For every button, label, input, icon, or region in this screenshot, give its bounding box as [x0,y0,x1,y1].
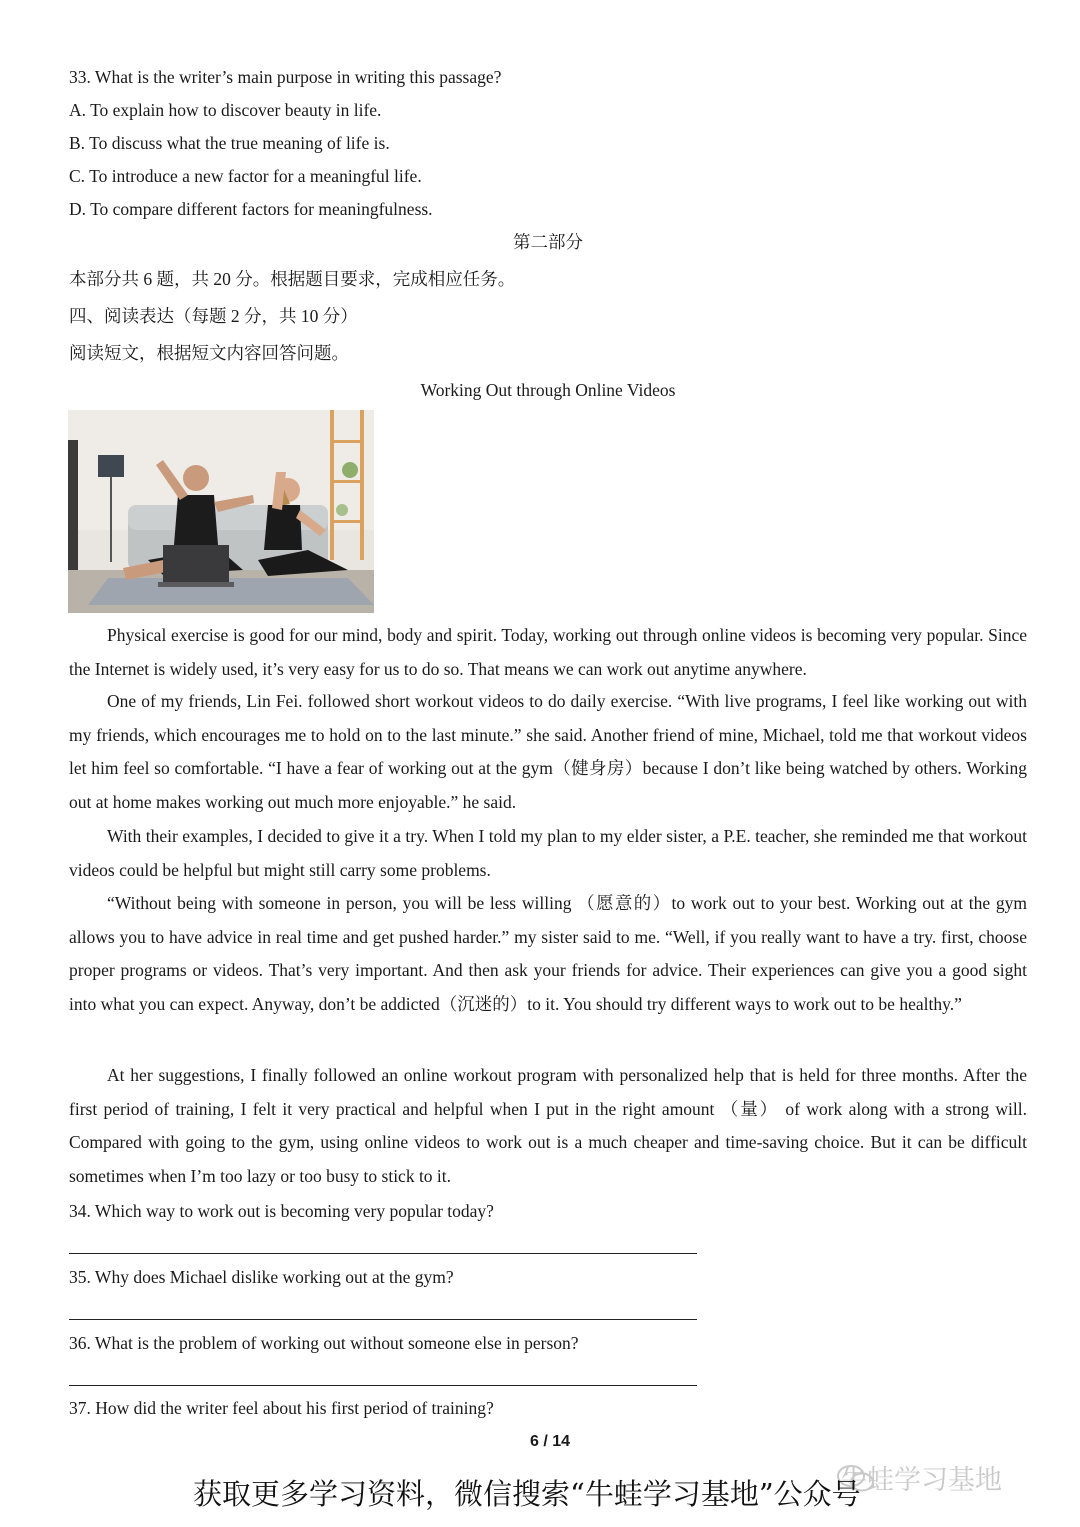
question-37: 37. How did the writer feel about his first period of training? [69,1398,494,1418]
passage-paragraph-1: Physical exercise is good for our mind, body and spirit. Today, working out through online videos is becoming very popular. Since the Internet is widely used, it’s very easy for us to do so. That means we can work out anytime anywhere. [69,625,1027,679]
workout-photo [68,410,374,613]
answer-line-36[interactable] [69,1385,697,1386]
section-title: 第二部分 [513,232,583,252]
passage-paragraph-4: “Without being with someone in person, you will be less willing （愿意的）to work out to your best. Working out at the gym allows you to have advice in real time and get pushed harder.” my sister said to me. “Well, if you really want to have a try. first, choose proper programs or videos. That’s very important. And then ask your friends for advice. Their experiences can give you a good sight into what you can expect. Anyway, don’t be addicted（沉迷的）to it. You should try different ways to work out to be healthy.” [69,893,1027,1014]
watermark-text: 牛蛙学习基地 [840,1465,1002,1496]
section-intro: 本部分共 6 题，共 20 分。根据题目要求，完成相应任务。 [69,269,516,289]
section-heading: 四、阅读表达（每题 2 分，共 10 分） [69,306,358,326]
section-instruction: 阅读短文，根据短文内容回答问题。 [69,343,349,363]
option-a: A. To explain how to discover beauty in life. [69,100,382,120]
option-c: C. To introduce a new factor for a meaningful life. [69,166,422,186]
answer-line-35[interactable] [69,1319,697,1320]
passage-paragraph-2: One of my friends, Lin Fei. followed short workout videos to do daily exercise. “With live programs, I feel like working out with my friends, which encourages me to hold on to the last minute.” she said. Another friend of mine, Michael, told me that workout videos let him feel so comfortable. “I have a fear of working out at the gym（健身房）because I don’t like being watched by others. Working out at home makes working out much more enjoyable.” he said. [69,691,1027,812]
question-34: 34. Which way to work out is becoming very popular today? [69,1201,494,1221]
question-36: 36. What is the problem of working out without someone else in person? [69,1333,579,1353]
passage-title: Working Out through Online Videos [420,380,676,400]
page-number: 6 / 14 [529,1433,571,1450]
answer-line-34[interactable] [69,1253,697,1254]
question-33: 33. What is the writer’s main purpose in writing this passage? [69,67,502,87]
question-35: 35. Why does Michael dislike working out at the gym? [69,1267,454,1287]
option-b: B. To discuss what the true meaning of life is. [69,133,390,153]
passage-paragraph-3: With their examples, I decided to give it a try. When I told my plan to my elder sister, a P.E. teacher, she reminded me that workout videos could be helpful but might still carry some problems. [69,826,1027,880]
footer-promo: 获取更多学习资料，微信搜索“牛蛙学习基地”公众号 [193,1477,861,1511]
option-d: D. To compare different factors for meaningfulness. [69,199,433,219]
passage-paragraph-5: At her suggestions, I finally followed an online workout program with personalized help that is held for three months. After the first period of training, I felt it very practical and helpful when I put in the right amount （量） of work along with a strong will. Compared with going to the gym, using online videos to work out is a much cheaper and time-saving choice. But it can be difficult sometimes when I’m too lazy or too busy to stick to it. [69,1065,1027,1186]
